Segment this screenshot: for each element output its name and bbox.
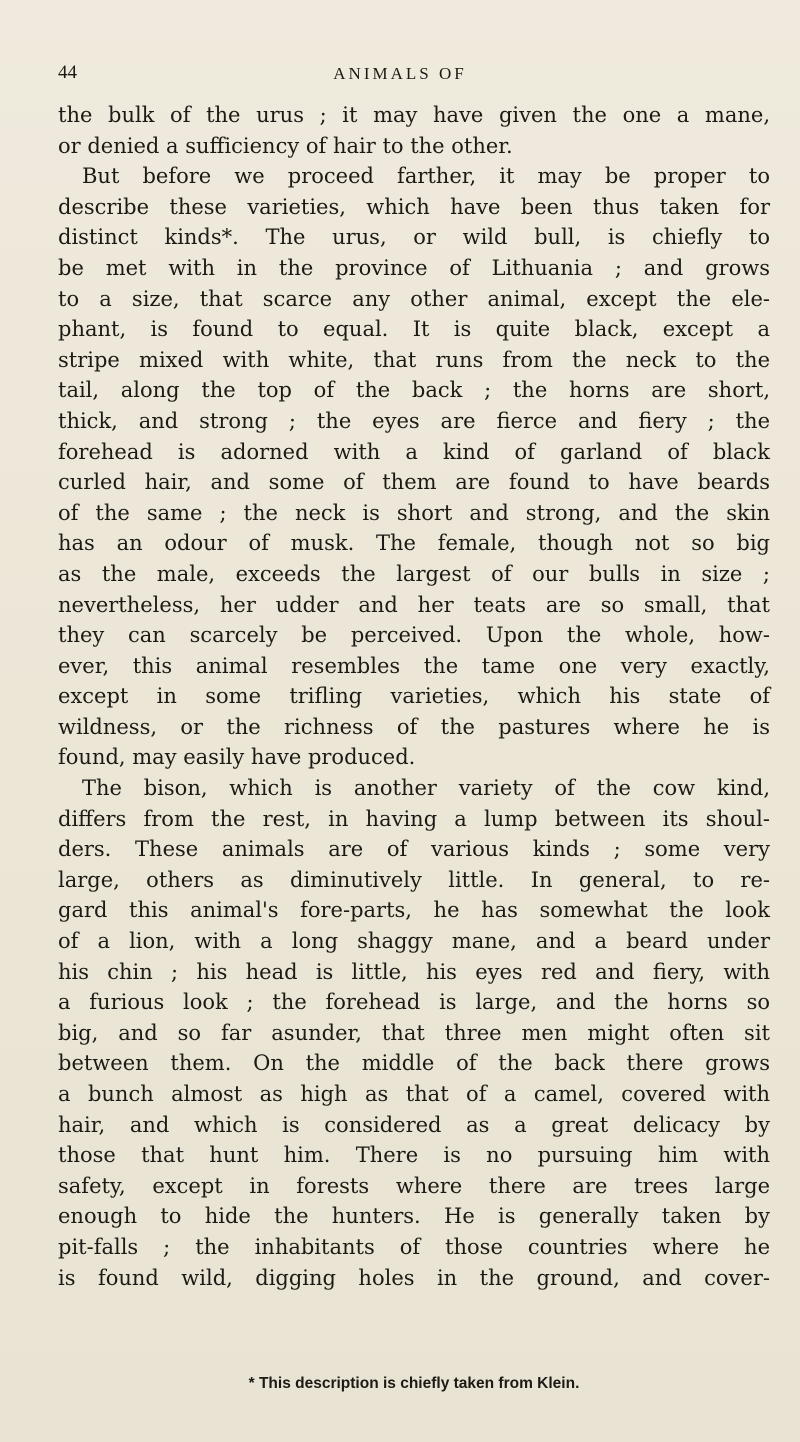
running-head: ANIMALS OF	[333, 64, 467, 83]
text-line: except in some trifling varieties, which his state of	[58, 684, 770, 709]
text-line: is found wild, digging holes in the ground, and cover-	[58, 1265, 770, 1290]
text-line: thick, and strong ; the eyes are fierce and fiery ; the	[58, 408, 770, 433]
text-line: those that hunt him. There is no pursuing him with	[58, 1143, 770, 1168]
text-line: between them. On the middle of the back there grows	[58, 1051, 770, 1076]
text-line: But before we proceed farther, it may be proper to	[82, 164, 770, 189]
text-line: his chin ; his head is little, his eyes red and fiery, with	[58, 959, 770, 984]
text-line: big, and so far asunder, that three men might often sit	[58, 1020, 770, 1045]
text-line: or denied a sufficiency of hair to the other.	[58, 133, 513, 158]
text-line: large, others as diminutively little. In general, to re-	[58, 867, 770, 892]
text-line: ders. These animals are of various kinds ; some very	[58, 837, 770, 862]
text-line: they can scarcely be perceived. Upon the whole, how-	[58, 623, 770, 648]
text-line: curled hair, and some of them are found to have beards	[58, 470, 770, 495]
text-line: nevertheless, her udder and her teats are so small, that	[58, 592, 770, 617]
body-text	[58, 100, 770, 1293]
text-line: as the male, exceeds the largest of our bulls in size ;	[58, 561, 770, 586]
text-line: to a size, that scarce any other animal, except the ele-	[58, 286, 770, 311]
text-line: forehead is adorned with a kind of garland of black	[58, 439, 770, 464]
text-line: ever, this animal resembles the tame one very exactly,	[58, 653, 770, 678]
text-line: be met with in the province of Lithuania ; and grows	[58, 255, 770, 280]
text-line: has an odour of musk. The female, though not so big	[58, 531, 770, 556]
text-line: a bunch almost as high as that of a camel, covered with	[58, 1082, 770, 1106]
text-line: found, may easily have produced.	[58, 745, 416, 770]
footnote: * This description is chiefly taken from Klein.	[248, 1375, 580, 1392]
text-line: safety, except in forests where there are trees large	[58, 1173, 770, 1198]
text-line: enough to hide the hunters. He is generally taken by	[58, 1204, 770, 1229]
text-line: of the same ; the neck is short and strong, and the skin	[58, 500, 770, 525]
text-line: tail, along the top of the back ; the horns are short,	[58, 378, 770, 403]
text-line: phant, is found to equal. It is quite black, except a	[58, 317, 770, 342]
text-line: the bulk of the urus ; it may have given the one a mane,	[58, 103, 770, 127]
text-line: a furious look ; the forehead is large, and the horns so	[58, 990, 770, 1015]
text-line: The bison, which is another variety of the cow kind,	[82, 776, 770, 801]
text-line: gard this animal's fore-parts, he has somewhat the look	[58, 898, 770, 923]
text-line: distinct kinds*. The urus, or wild bull, is chiefly to	[58, 225, 770, 250]
text-line: describe these varieties, which have been thus taken for	[58, 194, 770, 219]
text-line: hair, and which is considered as a great delicacy by	[58, 1112, 770, 1137]
text-line: pit-falls ; the inhabitants of those countries where he	[58, 1234, 770, 1259]
text-line: wildness, or the richness of the pastures where he is	[58, 714, 770, 739]
text-line: stripe mixed with white, that runs from the neck to the	[58, 347, 770, 372]
text-line: differs from the rest, in having a lump between its shoul-	[58, 806, 770, 831]
page-number: 44	[58, 62, 77, 83]
text-line: of a lion, with a long shaggy mane, and a beard under	[58, 929, 770, 954]
